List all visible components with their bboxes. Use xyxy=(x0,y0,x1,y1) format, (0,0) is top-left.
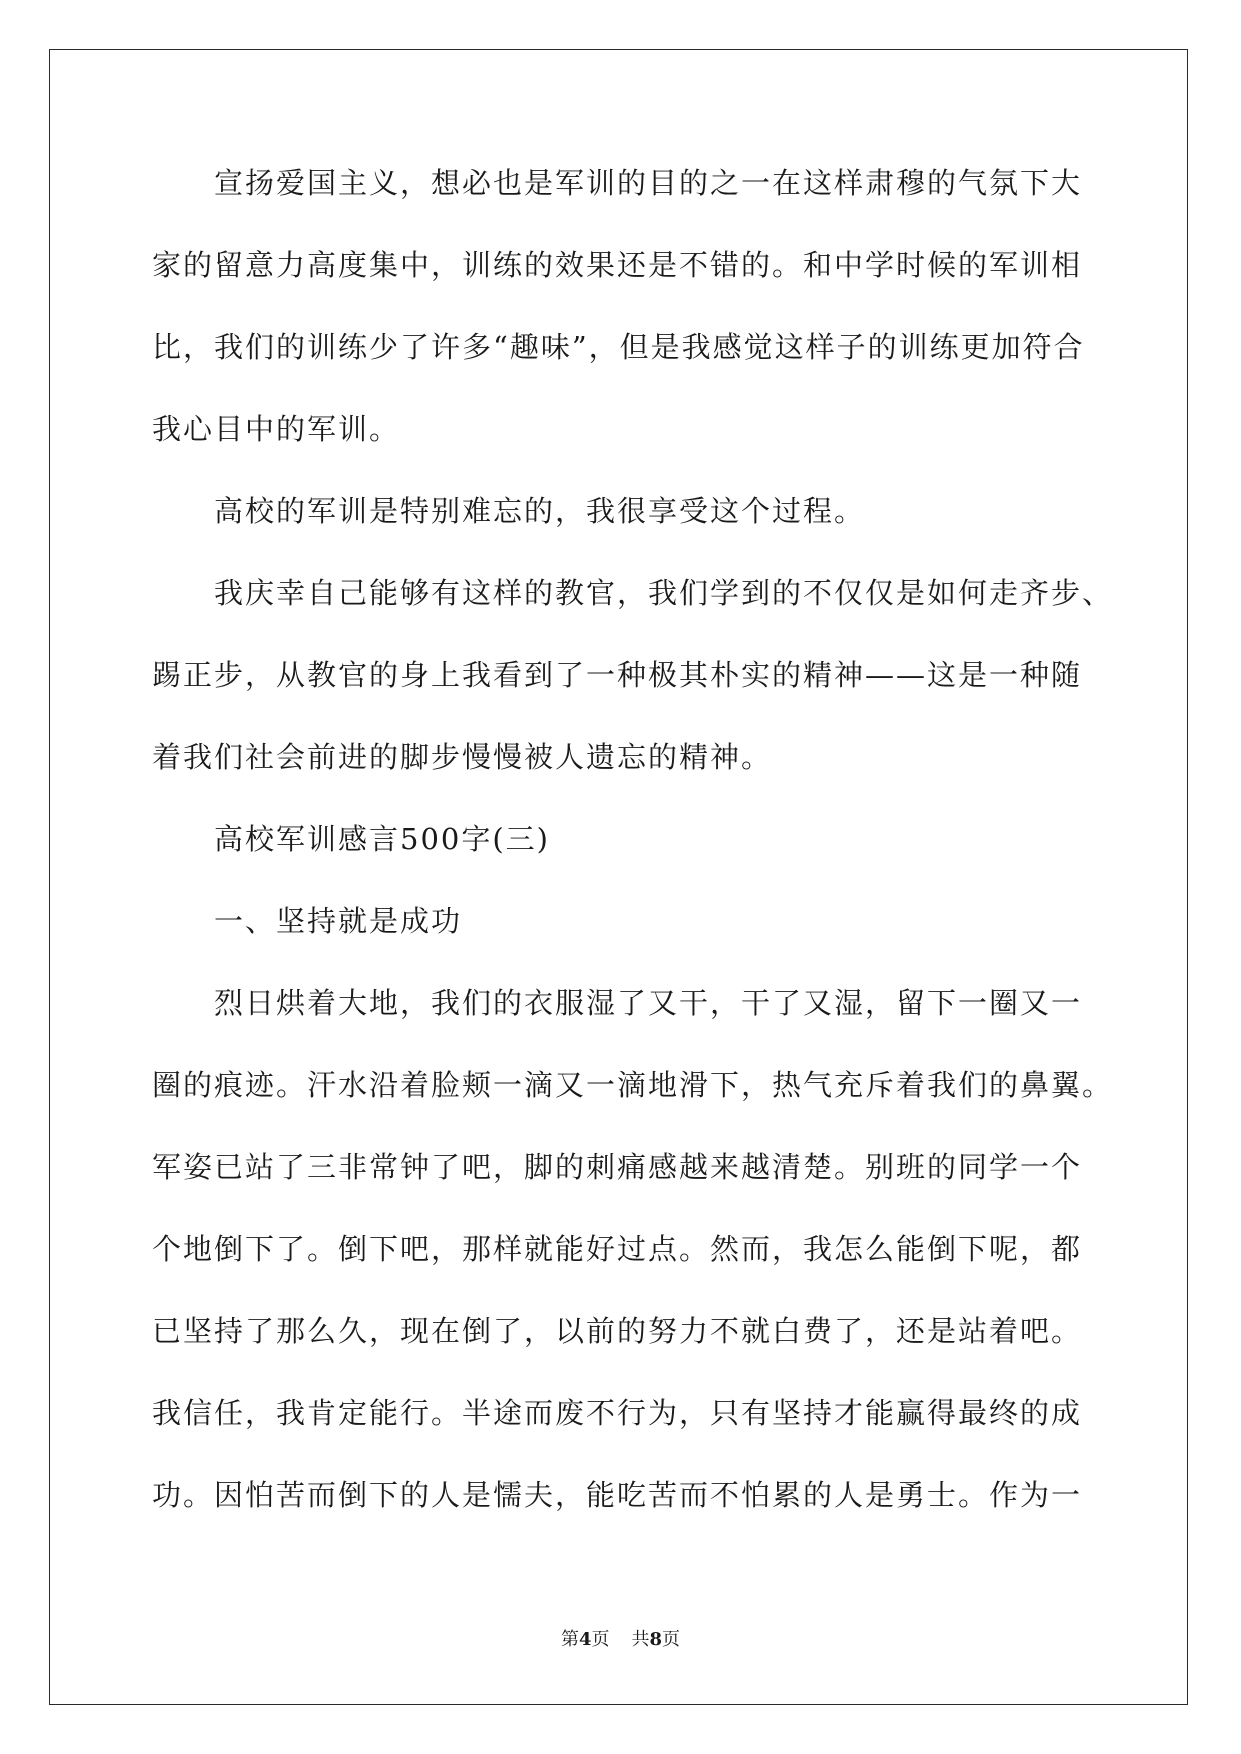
section-title: 高校军训感言500字(三) xyxy=(214,822,550,856)
total-label-prefix: 共 xyxy=(631,1629,650,1650)
text-line: 已坚持了那么久，现在倒了，以前的努力不就白费了，还是站着吧。 xyxy=(152,1314,1083,1348)
text-line: 烈日烘着大地，我们的衣服湿了又干，干了又湿，留下一圈又一 xyxy=(214,986,1083,1020)
text-line: 功。因怕苦而倒下的人是懦夫，能吃苦而不怕累的人是勇士。作为一 xyxy=(152,1478,1083,1512)
text-line: 踢正步，从教官的身上我看到了一种极其朴实的精神——这是一种随 xyxy=(152,658,1083,692)
page-footer xyxy=(0,1628,1241,1652)
current-page-number: 4 xyxy=(578,1629,592,1650)
page-label-prefix: 第 xyxy=(560,1629,579,1650)
text-line: 高校的军训是特别难忘的，我很享受这个过程。 xyxy=(214,494,866,528)
text-line: 我心目中的军训。 xyxy=(152,412,401,446)
text-line: 比，我们的训练少了许多“趣味”，但是我感觉这样子的训练更加符合 xyxy=(152,330,1085,364)
text-line: 军姿已站了三非常钟了吧，脚的刺痛感越来越清楚。别班的同学一个 xyxy=(152,1150,1083,1184)
page-label-suffix: 页 xyxy=(591,1629,610,1650)
total-label-suffix: 页 xyxy=(662,1629,681,1650)
text-line: 我庆幸自己能够有这样的教官，我们学到的不仅仅是如何走齐步、 xyxy=(214,576,1114,610)
text-line: 个地倒下了。倒下吧，那样就能好过点。然而，我怎么能倒下呢，都 xyxy=(152,1232,1083,1266)
text-line: 着我们社会前进的脚步慢慢被人遗忘的精神。 xyxy=(152,740,773,774)
total-page-number: 8 xyxy=(649,1629,663,1650)
text-line: 家的留意力高度集中，训练的效果还是不错的。和中学时候的军训相 xyxy=(152,248,1083,282)
text-line: 我信任，我肯定能行。半途而废不行为，只有坚持才能赢得最终的成 xyxy=(152,1396,1083,1430)
text-line: 宣扬爱国主义，想必也是军训的目的之一在这样肃穆的气氛下大 xyxy=(214,166,1083,200)
text-line: 圈的痕迹。汗水沿着脸颊一滴又一滴地滑下，热气充斥着我们的鼻翼。 xyxy=(152,1068,1114,1102)
page-border xyxy=(49,49,1188,1705)
subsection-title: 一、坚持就是成功 xyxy=(214,904,463,938)
